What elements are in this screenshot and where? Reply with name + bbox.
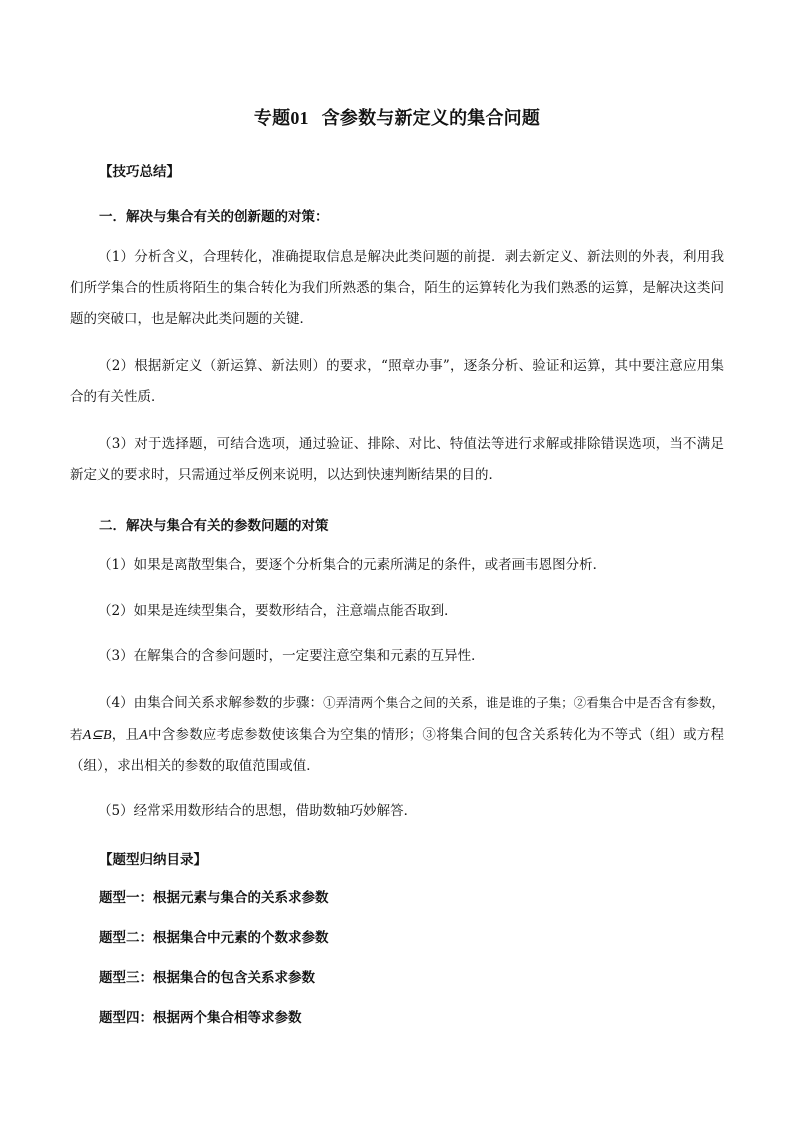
toc-item-1: 题型一：根据元素与集合的关系求参数: [99, 890, 329, 906]
toc-item-2: 题型二：根据集合中元素的个数求参数: [99, 930, 329, 946]
math-subset-expression: A⊆B: [82, 728, 112, 743]
title-prefix: 专题: [253, 108, 291, 129]
toc-item-4: 题型四：根据两个集合相等求参数: [99, 1010, 302, 1026]
section1-paragraph-2: （2）根据新定义（新运算、新法则）的要求，“照章办事”，逐条分析、验证和运算，其中要注意应用集合的有关性质．: [70, 358, 724, 405]
skills-summary-label: 【技巧总结】: [99, 164, 180, 180]
section1-paragraph-1: （1）分析含义，合理转化，准确提取信息是解决此类问题的前提．剥去新定义、新法则的外表，利用我们所学集合的性质将陌生的集合转化为我们所熟悉的集合，陌生的运算转化为我们熟悉的运算，是解决这类问题的突破口，也是解决此类问题的关键．: [70, 249, 724, 327]
title-text: 含参数与新定义的集合问题: [321, 108, 541, 129]
section2-paragraph-2: （2）如果是连续型集合，要数形结合，注意端点能否取到．: [98, 603, 458, 619]
section2-paragraph-1: （1）如果是离散型集合，要逐个分析集合的元素所满足的条件，或者画韦恩图分析．: [98, 557, 607, 573]
paragraph-4-body-start: ①弄清两个集合之间的关系，谁是谁的子集；②看集合中是否含有参数，若: [70, 695, 724, 742]
section1-heading: 一．解决与集合有关的创新题的对策：: [99, 209, 329, 225]
math-set-a: A: [139, 728, 148, 743]
section2-paragraph-4: [70, 687, 724, 782]
title-number: 01: [290, 108, 309, 128]
paragraph-4-body-end: 中含参数应考虑参数使该集合为空集的情形；③将集合间的包含关系转化为不等式（组）或方程（组），求出相关的参数的取值范围或值．: [70, 727, 725, 774]
section1-paragraph-3: （3）对于选择题，可结合选项，通过验证、排除、对比、特值法等进行求解或排除错误选项，当不满足新定义的要求时，只需通过举反例来说明，以达到快速判断结果的目的．: [70, 436, 724, 483]
toc-label: 【题型归纳目录】: [99, 852, 207, 868]
page-title: [0, 104, 794, 130]
section2-paragraph-3: （3）在解集合的含参问题时，一定要注意空集和元素的互异性．: [98, 648, 485, 664]
paragraph-4-lead: （4）由集合间关系求解参数的步骤：: [98, 695, 324, 711]
section2-paragraph-5: （5）经常采用数形结合的思想，借助数轴巧妙解答．: [98, 803, 418, 819]
section2-heading: 二．解决与集合有关的参数问题的对策: [99, 518, 329, 534]
toc-item-3: 题型三：根据集合的包含关系求参数: [99, 970, 315, 986]
paragraph-4-conj: ，且: [111, 727, 140, 743]
